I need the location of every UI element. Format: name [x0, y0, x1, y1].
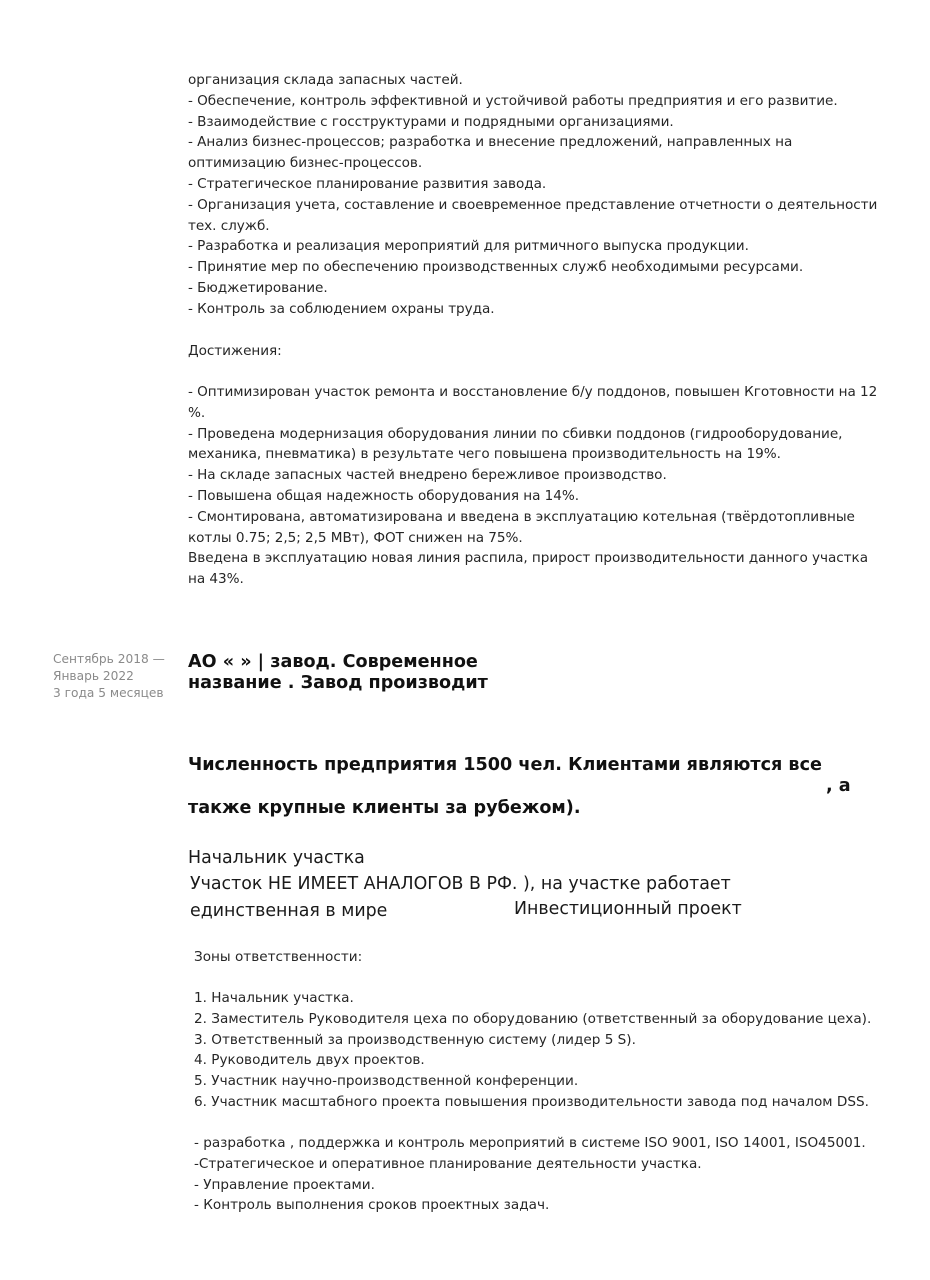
staff-heading-line3: также крупные клиенты за рубежом). — [188, 798, 581, 818]
achievements-list — [188, 382, 877, 590]
list-item: 4. Руководитель двух проектов. — [194, 1052, 425, 1069]
list-item: механика, пневматика) в результате чего повышена производительность на 19%. — [188, 446, 781, 463]
position-desc-line2-tail: Инвестиционный проект — [514, 899, 742, 919]
position-title: Начальник участка — [188, 848, 365, 868]
list-item: - Принятие мер по обеспечению производственных служб необходимыми ресурсами. — [188, 259, 804, 276]
list-item: - Взаимодействие с госструктурами и подрядными организациями. — [188, 113, 674, 130]
list-item: - Оптимизирован участок ремонта и восстановление б/у поддонов, повышен Кготовности на 12 — [188, 384, 878, 400]
company-heading-line1: АО « » | завод. Современное — [188, 652, 478, 672]
list-item: тех. служб. — [188, 217, 270, 234]
list-item: 3. Ответственный за производственную систему (лидер 5 S). — [194, 1031, 636, 1048]
list-item: оптимизацию бизнес-процессов. — [188, 155, 423, 172]
position-desc-line1: Участок НЕ ИМЕЕТ АНАЛОГОВ В РФ. ), на участке работает — [190, 874, 731, 894]
company-heading-line2: название . Завод производит — [188, 673, 488, 693]
list-item: - Стратегическое планирование развития завода. — [188, 175, 547, 192]
job-date-range-end: Январь 2022 — [53, 669, 134, 683]
list-item: - Смонтирована, автоматизирована и введена в эксплуатацию котельная (твёрдотопливные — [188, 508, 855, 525]
list-item: - Обеспечение, контроль эффективной и устойчивой работы предприятия и его развитие. — [188, 92, 838, 109]
list-item: организация склада запасных частей. — [188, 72, 463, 88]
duties-list — [194, 1133, 866, 1216]
list-item: - Повышена общая надежность оборудования на 14%. — [188, 487, 579, 504]
list-item: котлы 0.75; 2,5; 2,5 МВт), ФОТ снижен на 75%. — [188, 529, 523, 546]
list-item: на 43%. — [188, 571, 244, 588]
list-item: - Контроль выполнения сроков проектных задач. — [194, 1197, 550, 1214]
list-item: %. — [188, 404, 206, 421]
list-item: - Разработка и реализация мероприятий для ритмичного выпуска продукции. — [188, 238, 749, 255]
list-item: - разработка , поддержка и контроль мероприятий в системе ISO 9001, ISO 14001, ISO45001. — [194, 1135, 866, 1151]
list-item: - На складе запасных частей внедрено бережливое производство. — [188, 467, 667, 484]
job-period — [53, 651, 165, 702]
list-item: -Стратегическое и оперативное планирование деятельности участка. — [194, 1155, 702, 1172]
list-item: 2. Заместитель Руководителя цеха по оборудованию (ответственный за оборудование цеха). — [194, 1010, 872, 1027]
list-item: - Контроль за соблюдением охраны труда. — [188, 300, 495, 317]
list-item: - Анализ бизнес-процессов; разработка и внесение предложений, направленных на — [188, 134, 793, 151]
list-item: - Организация учета, составление и своевременное представление отчетности о деятельности — [188, 196, 878, 213]
list-item: 6. Участник масштабного проекта повышения производительности завода под началом DSS. — [194, 1093, 869, 1110]
zones-title: Зоны ответственности: — [194, 949, 363, 965]
achievements-title: Достижения: — [188, 343, 282, 359]
list-item: - Бюджетирование. — [188, 279, 328, 296]
job-duration: 3 года 5 месяцев — [53, 686, 164, 700]
responsibilities-list — [188, 70, 877, 320]
list-item: Введена в эксплуатацию новая линия распила, прирост производительности данного участка — [188, 550, 868, 567]
job-date-range-start: Сентябрь 2018 — — [53, 652, 165, 666]
list-item: - Проведена модернизация оборудования линии по сбивки поддонов (гидрооборудование, — [188, 425, 843, 442]
list-item: - Управление проектами. — [194, 1176, 375, 1193]
staff-heading-line2-tail: , а — [826, 776, 851, 796]
position-desc-line2: единственная в мире — [190, 901, 388, 921]
zones-list — [194, 988, 871, 1113]
list-item: 5. Участник научно-производственной конференции. — [194, 1073, 579, 1090]
staff-heading-line1: Численность предприятия 1500 чел. Клиентами являются все — [188, 755, 822, 775]
list-item: 1. Начальник участка. — [194, 990, 354, 1006]
